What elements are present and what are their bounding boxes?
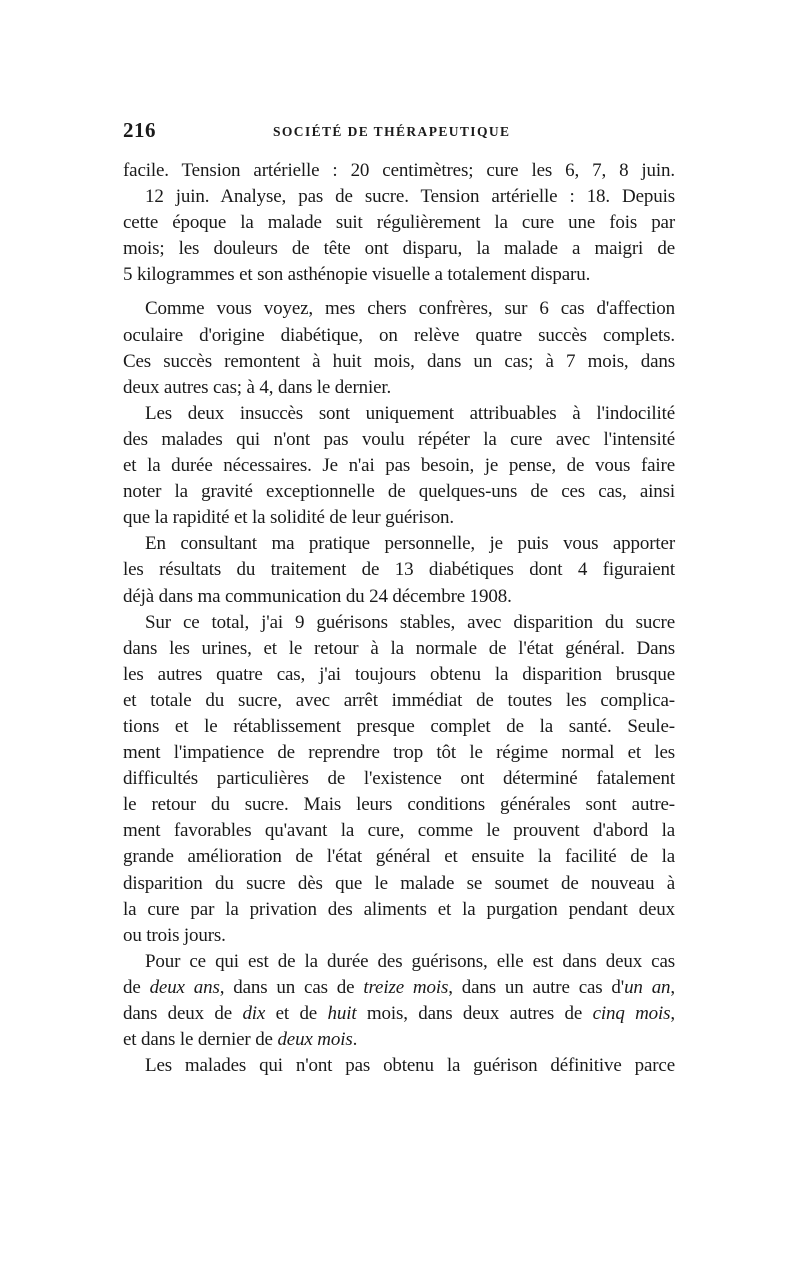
text-line: mois; les douleurs de tête ont disparu, la malade a maigri de <box>123 238 675 260</box>
text-line: disparition du sucre dès que le malade se soumet de nouveau à <box>123 872 675 894</box>
text-line: noter la gravité exceptionnelle de quelques-uns de ces cas, ainsi <box>123 481 675 503</box>
text-line: déjà dans ma communication du 24 décembre 1908. <box>123 585 512 607</box>
italic-run: dix <box>242 1003 266 1024</box>
text-line: grande amélioration de l'état général et ensuite la facilité de la <box>123 846 675 868</box>
text-line: deux autres cas; à 4, dans le dernier. <box>123 376 392 398</box>
italic-run: treize mois <box>363 976 449 998</box>
text-run: , <box>670 1003 675 1024</box>
page-number: 216 <box>123 118 156 142</box>
text-run: et dans le dernier de <box>123 1029 278 1051</box>
text-line: et totale du sucre, avec arrêt immédiat de toutes les complica- <box>123 689 675 711</box>
text-line: des malades qui n'ont pas voulu répéter la cure avec l'intensité <box>123 428 675 450</box>
text-line: ou trois jours. <box>123 924 226 946</box>
text-line: Les malades qui n'ont pas obtenu la guérison définitive parce <box>145 1055 675 1077</box>
text-line: les résultats du traitement de 13 diabétiques dont 4 figuraient <box>123 559 675 581</box>
text-line: En consultant ma pratique personnelle, je puis vous apporter <box>145 533 675 555</box>
running-head: SOCIÉTÉ DE THÉRAPEUTIQUE <box>273 124 511 139</box>
text-line: tions et le rétablissement presque complet de la santé. Seule- <box>123 715 675 737</box>
text-line: facile. Tension artérielle : 20 centimètres; cure les 6, 7, 8 juin. <box>123 160 675 181</box>
italic-run: un an <box>624 976 671 998</box>
text-line: Sur ce total, j'ai 9 guérisons stables, avec disparition du sucre <box>145 611 675 633</box>
body-text <box>123 158 675 1079</box>
text-line <box>123 1027 675 1053</box>
text-run: de <box>123 976 150 998</box>
text-run: , dans un cas de <box>219 976 364 998</box>
text-line: les autres quatre cas, j'ai toujours obtenu la disparition brusque <box>123 663 675 685</box>
text-line: Les deux insuccès sont uniquement attribuables à l'indocilité <box>145 402 675 424</box>
page-header <box>123 118 675 148</box>
text-line: ment l'impatience de reprendre trop tôt le régime normal et les <box>123 742 675 764</box>
text-line: Pour ce qui est de la durée des guérisons, elle est dans deux cas <box>145 950 675 972</box>
text-line: difficultés particulières de l'existence ont déterminé fatalement <box>123 768 675 790</box>
text-line: 5 kilogrammes et son asthénopie visuelle a totalement disparu. <box>123 264 591 286</box>
text-line: que la rapidité et la solidité de leur guérison. <box>123 507 454 529</box>
text-line: le retour du sucre. Mais leurs conditions générales sont autre- <box>123 794 675 816</box>
text-run: mois, dans deux autres de <box>356 1003 593 1024</box>
text-run: dans deux de <box>123 1003 243 1024</box>
italic-run: deux ans <box>149 976 220 998</box>
text-line: Ces succès remontent à huit mois, dans un cas; à 7 mois, dans <box>123 350 675 372</box>
italic-run: huit <box>327 1003 357 1024</box>
text-line <box>123 975 675 1001</box>
text-line: Comme vous voyez, mes chers confrères, sur 6 cas d'affection <box>145 298 675 320</box>
text-run: et de <box>265 1003 328 1024</box>
italic-run: cinq mois <box>592 1003 671 1024</box>
text-run: , dans un autre cas d' <box>448 976 625 998</box>
text-line: cette époque la malade suit régulièrement la cure une fois par <box>123 212 675 234</box>
text-line: la cure par la privation des aliments et la purgation pendant deux <box>123 898 675 920</box>
text-line: oculaire d'origine diabétique, on relève quatre succès complets. <box>123 324 675 346</box>
text-run: , <box>670 976 676 998</box>
text-line <box>123 1001 675 1027</box>
text-line: 12 juin. Analyse, pas de sucre. Tension artérielle : 18. Depuis <box>145 186 675 208</box>
text-line: dans les urines, et le retour à la normale de l'état général. Dans <box>123 637 675 659</box>
text-line: ment favorables qu'avant la cure, comme le prouvent d'abord la <box>123 820 675 842</box>
italic-run: deux mois <box>277 1029 353 1051</box>
text-run: . <box>352 1029 358 1051</box>
text-line: et la durée nécessaires. Je n'ai pas besoin, je pense, de vous faire <box>123 455 675 477</box>
